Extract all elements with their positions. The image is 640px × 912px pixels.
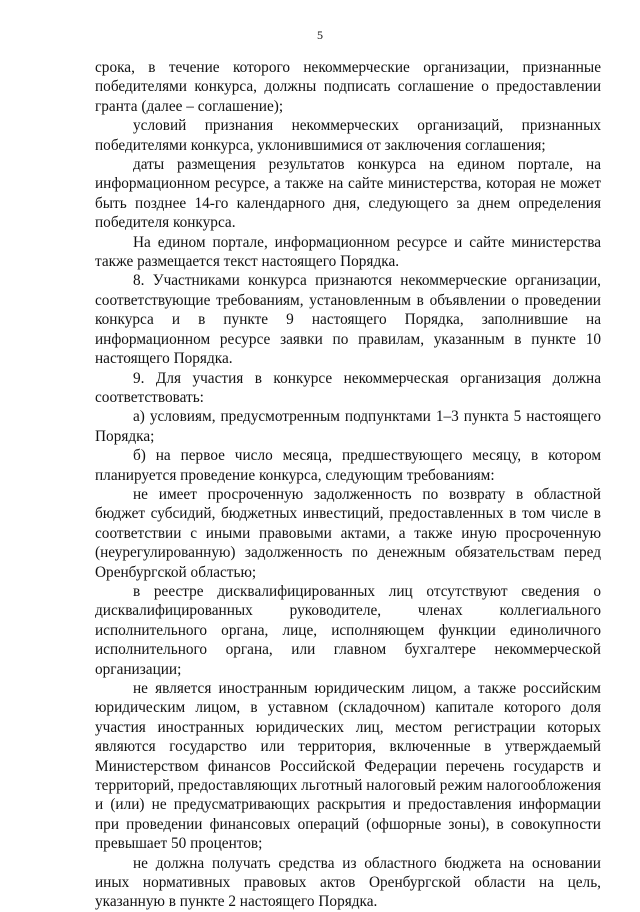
paragraph-continuation: срока, в течение которого некоммерческие организации, признанные победителями конкурса, должны подписать соглашение о предоставлении гранта (далее – соглашение); <box>95 59 601 115</box>
requirement-paragraph: в реестре дисквалифицированных лиц отсутствуют сведения о дисквалифицированных руководителе, членах коллегиального исполнительного органа, лице, исполняющем функции единоличного исполнительного органа, или главном бухгалтере некоммерческой организации; <box>95 582 601 678</box>
paragraph: условий признания некоммерческих организаций, признанных победителями конкурса, уклонившимися от заключения соглашения; <box>95 117 601 154</box>
paragraph: На едином портале, информационном ресурсе и сайте министерства также размещается текст настоящего Порядка. <box>95 233 601 271</box>
subparagraph-b: б) на первое число месяца, предшествующего месяцу, в котором планируется проведение конкурса, следующим требованиям: <box>95 447 601 484</box>
requirement-paragraph: не имеет просроченную задолженность по возврату в областной бюджет субсидий, бюджетных инвестиций, предоставленных в том числе в соответствии с иными правовыми актами, а также иную просроченную (неурегулированную) задолженность по денежным обязательствам перед Оренбургской областью; <box>95 485 601 581</box>
page-number: 5 <box>317 28 323 42</box>
paragraph-item-8: 8. Участниками конкурса признаются некоммерческие организации, соответствующие требованиям, установленным в объявлении о проведении конкурса и в пункте 9 настоящего Порядка, заполнившие на информационном ресурсе заявки по правилам, указанным в пункте 10 настоящего Порядка. <box>95 272 601 368</box>
subparagraph-a: а) условиям, предусмотренным подпунктами 1–3 пункта 5 настоящего Порядка; <box>95 408 601 445</box>
paragraph: даты размещения результатов конкурса на едином портале, на информационном ресурсе, а также на сайте министерства, которая не может быть позднее 14-го календарного дня, следующего за днем определения победителя конкурса. <box>95 156 601 232</box>
requirement-paragraph: не должна получать средства из областного бюджета на основании иных нормативных правовых актов Оренбургской области на цель, указанную в пункте 2 настоящего Порядка. <box>95 854 601 911</box>
document-body <box>95 58 601 912</box>
paragraph-item-9: 9. Для участия в конкурсе некоммерческая организация должна соответствовать: <box>95 369 601 406</box>
requirement-paragraph: не является иностранным юридическим лицом, а также российским юридическим лицом, в уставном (складочном) капитале которого доля участия иностранных юридических лиц, местом регистрации которых являются государство или территория, включенные в утверждаемый Министерством финансов Российской Федерации перечень государств и территорий, предоставляющих льготный налоговый режим налогообложения и (или) не предусматривающих раскрытия и предоставления информации при проведении финансовых операций (офшорные зоны), в совокупности превышает 50 процентов; <box>95 680 601 853</box>
